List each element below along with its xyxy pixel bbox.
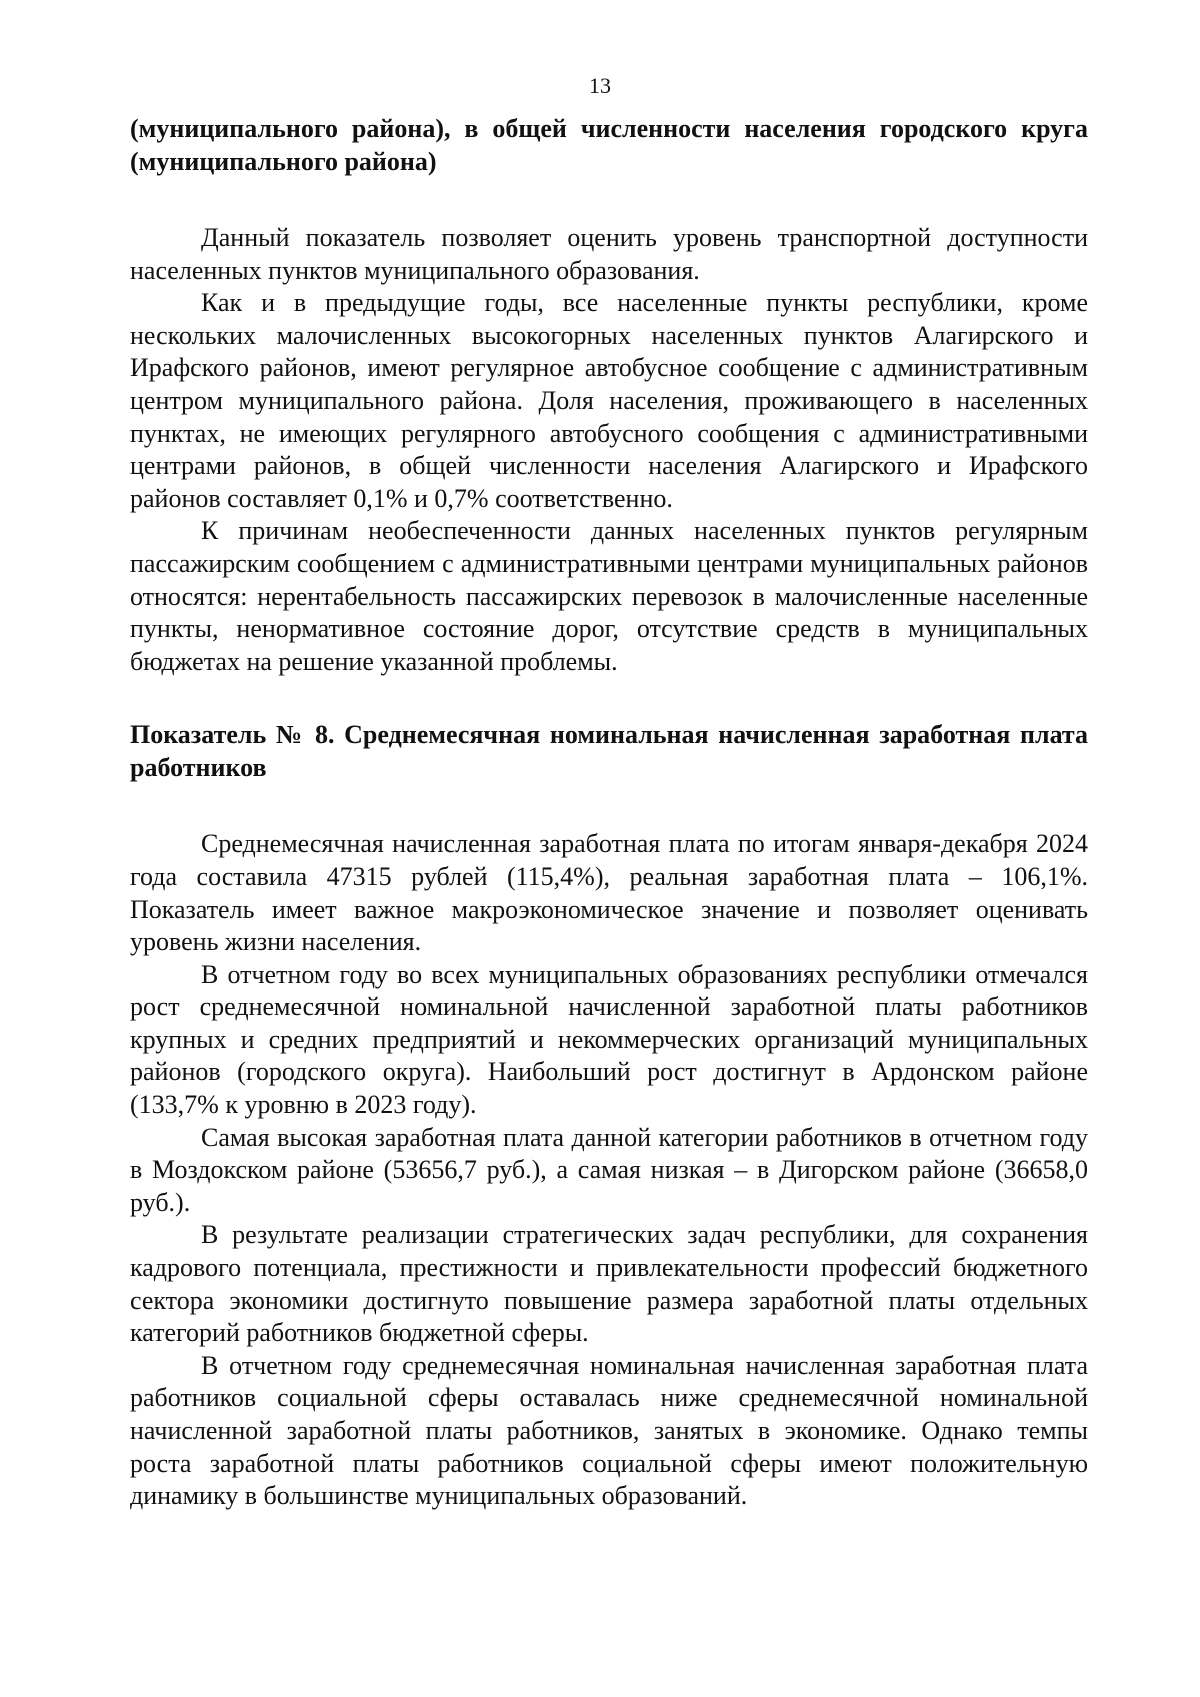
paragraph: В отчетном году во всех муниципальных образованиях республики отмечался рост среднемесячной номинальной начисленной заработной платы работников крупных и средних предприятий и некоммерческих организаций муниципальных районов (городского округа). Наибольший рост достигнут в Ардонском районе (133,7% к уровню в 2023 году). xyxy=(130,959,1088,1120)
paragraph: В результате реализации стратегических задач республики, для сохранения кадрового потенциала, престижности и привлекательности профессий бюджетного сектора экономики достигнуто повышение размера заработной платы отдельных категорий работников бюджетной сферы. xyxy=(130,1220,1088,1348)
paragraph: Среднемесячная начисленная заработная плата по итогам января-декабря 2024 года составила 47315 рублей (115,4%), реальная заработная плата – 106,1%. Показатель имеет важное макроэкономическое значение и позволяет оценивать уровень жизни населения. xyxy=(130,829,1088,957)
paragraph: Данный показатель позволяет оценить уровень транспортной доступности населенных пунктов муниципального образования. xyxy=(130,223,1088,285)
page-content xyxy=(130,112,1088,1513)
section-heading-transport: (муниципального района), в общей численности населения городского круга (муниципального района) xyxy=(130,114,1088,176)
section-heading-salary: Показатель № 8. Среднемесячная номинальная начисленная заработная плата работников xyxy=(130,720,1088,783)
paragraph: Самая высокая заработная плата данной категории работников в отчетном году в Моздокском районе (53656,7 руб.), а самая низкая – в Дигорском районе (36658,0 руб.). xyxy=(130,1122,1088,1217)
paragraph: Как и в предыдущие годы, все населенные пункты республики, кроме нескольких малочисленных высокогорных населенных пунктов Алагирского и Ирафского районов, имеют регулярное автобусное сообщение с административным центром муниципального района. Доля населения, проживающего в населенных пунктах, не имеющих регулярного автобусного сообщения с административными центрами районов, в общей численности населения Алагирского и Ирафского районов составляет 0,1% и 0,7% соответственно. xyxy=(130,288,1088,513)
page-number: 13 xyxy=(589,73,611,98)
paragraph: В отчетном году среднемесячная номинальная начисленная заработная плата работников социальной сферы оставалась ниже среднемесячной номинальной начисленной заработной платы работников, занятых в экономике. Однако темпы роста заработной платы работников социальной сферы имеют положительную динамику в большинстве муниципальных образований. xyxy=(130,1350,1088,1511)
paragraph: К причинам необеспеченности данных населенных пунктов регулярным пассажирским сообщением с административными центрами муниципальных районов относятся: нерентабельность пассажирских перевозок в малочисленные населенные пункты, ненормативное состояние дорог, отсутствие средств в муниципальных бюджетах на решение указанной проблемы. xyxy=(130,516,1088,676)
